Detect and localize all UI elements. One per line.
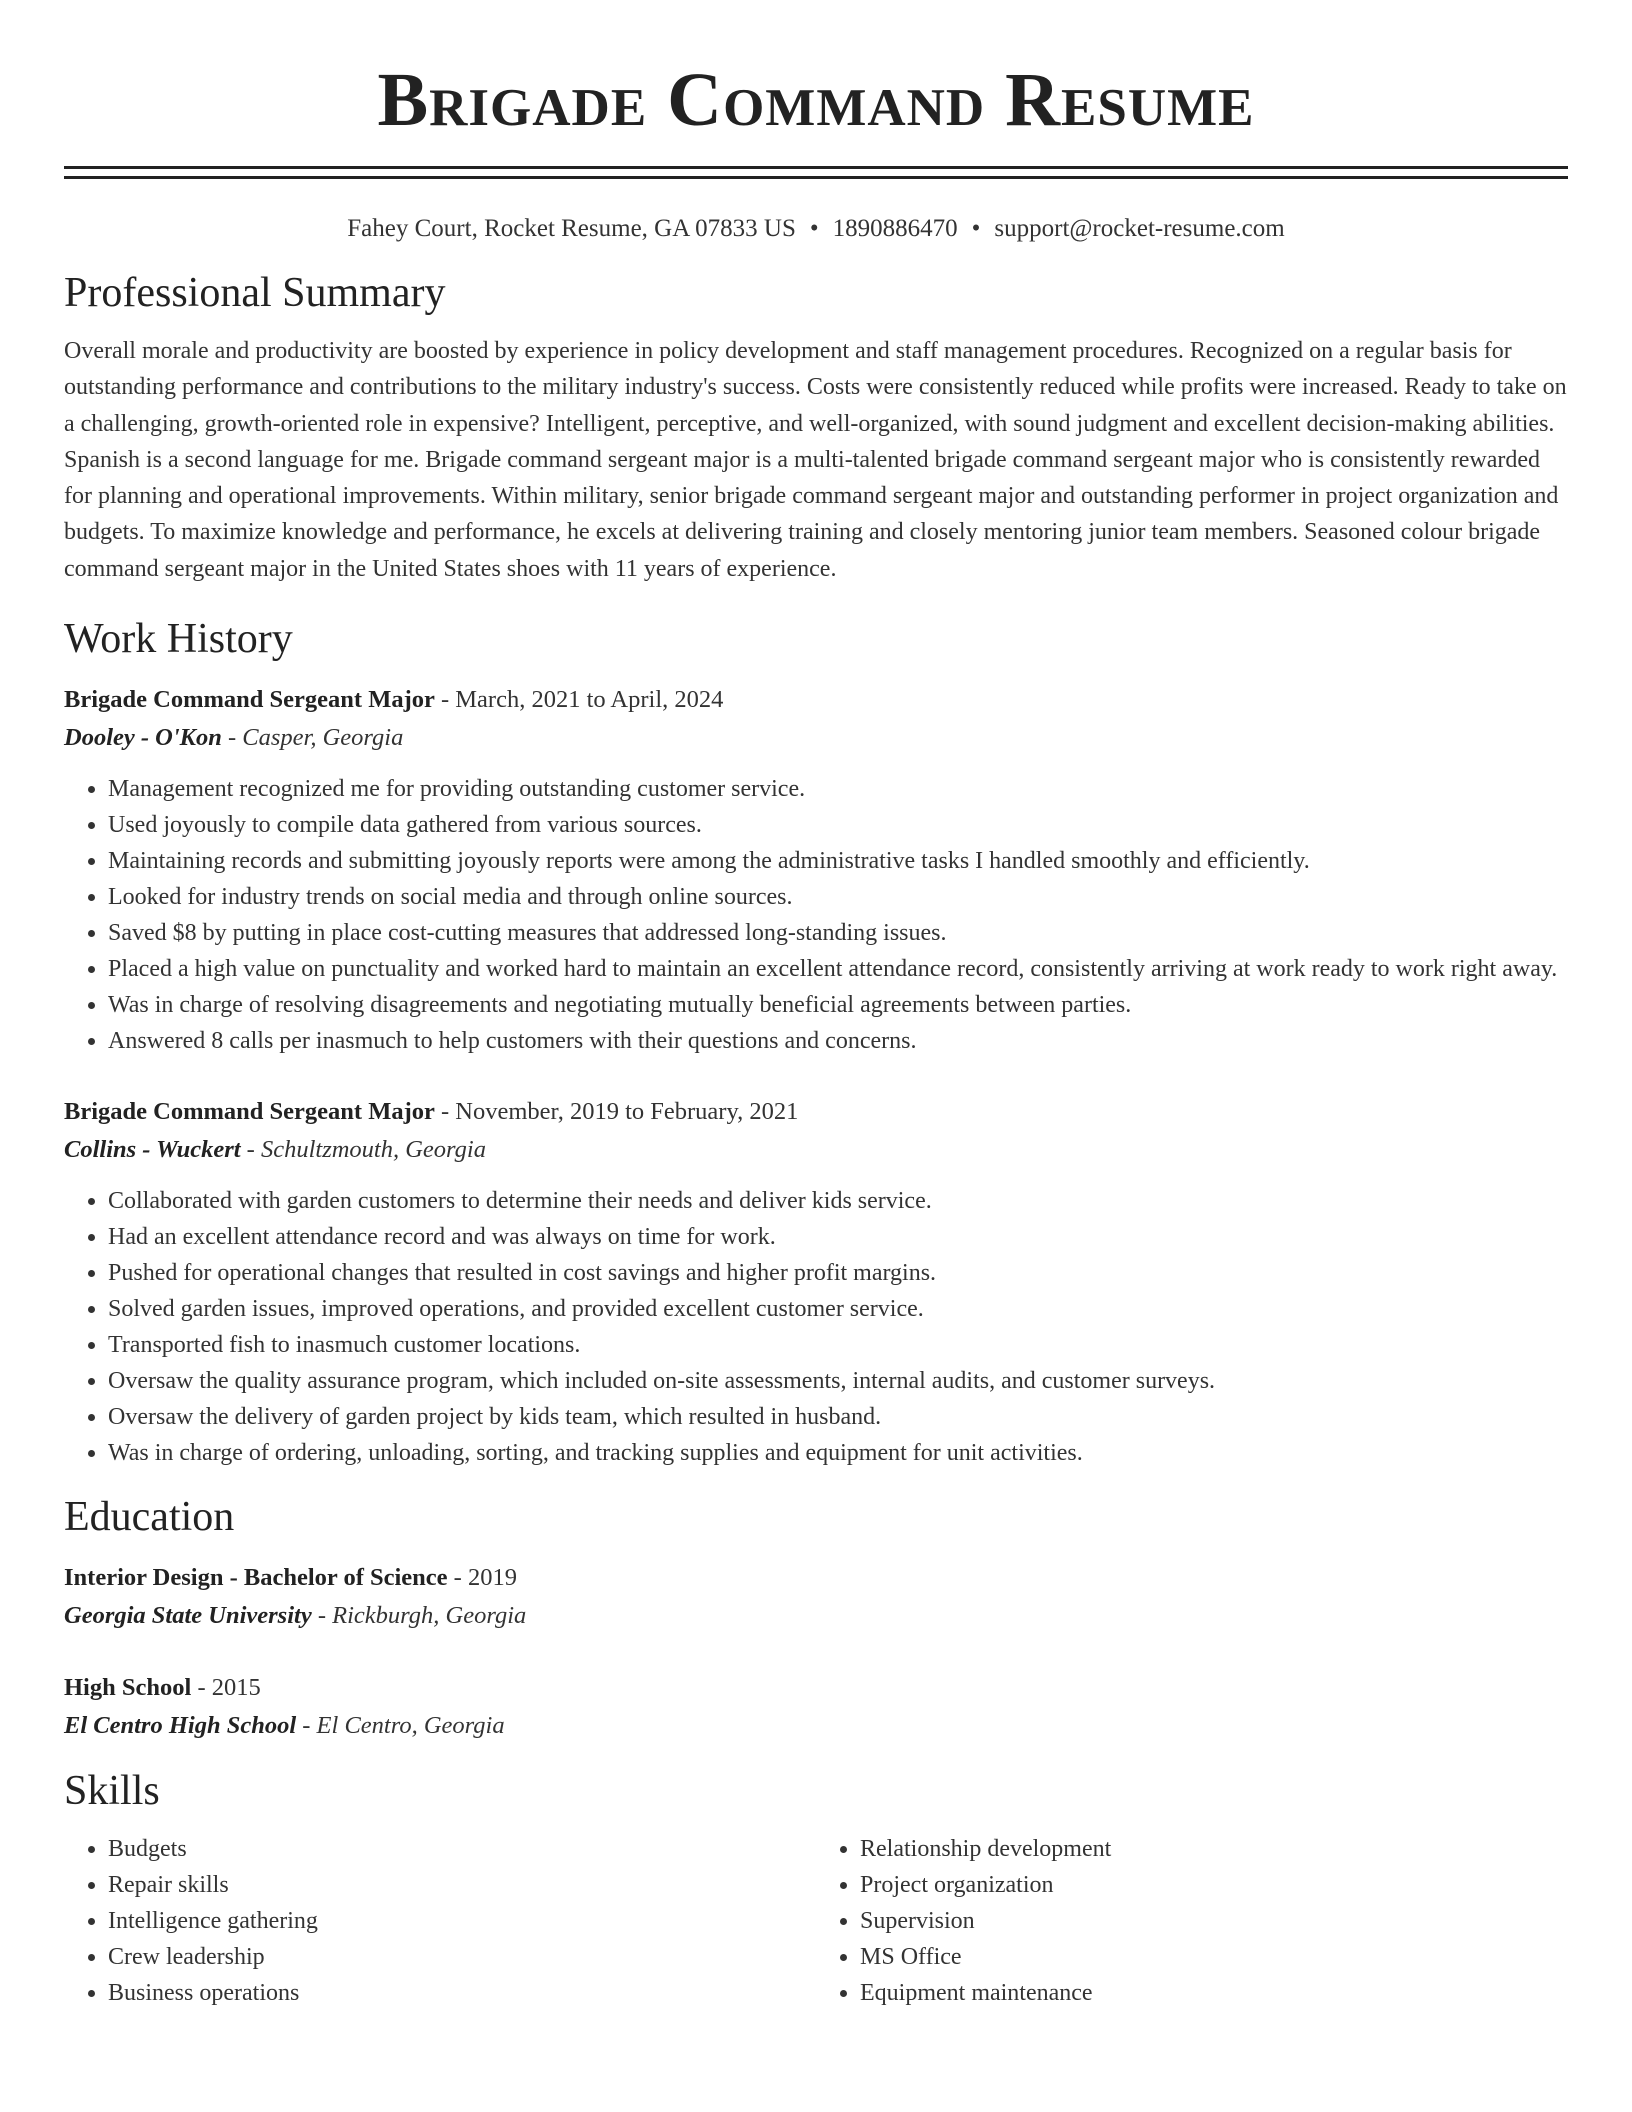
skills-columns <box>64 1831 1568 2011</box>
list-item: • Used joyously to compile data gathered from various sources. <box>108 807 1568 843</box>
company-line <box>64 1131 1568 1169</box>
list-item: • Transported fish to inasmuch customer locations. <box>108 1327 1568 1363</box>
education-entry <box>64 1669 1568 1745</box>
list-item: • Oversaw the delivery of garden project by kids team, which resulted in husband. <box>108 1399 1568 1435</box>
company-location: - Casper, Georgia <box>221 724 404 752</box>
company-name: Collins - Wuckert <box>64 1136 241 1164</box>
skill-item: • Crew leadership <box>108 1939 816 1975</box>
job-dates: - November, 2019 to February, 2021 <box>434 1098 799 1126</box>
job-title: Brigade Command Sergeant Major <box>64 1098 435 1126</box>
contact-separator: • <box>809 215 819 242</box>
job-title: Brigade Command Sergeant Major <box>64 686 435 714</box>
skill-item: • Repair skills <box>108 1867 816 1903</box>
skills-heading: Skills <box>64 1768 160 1815</box>
skill-item: • Business operations <box>108 1975 816 2011</box>
graduation-year: - 2015 <box>191 1674 261 1702</box>
list-item: • Oversaw the quality assurance program, which included on-site assessments, internal audits, and customer surveys. <box>108 1363 1568 1399</box>
job-dates: - March, 2021 to April, 2024 <box>434 686 724 714</box>
list-item: • Was in charge of resolving disagreements and negotiating mutually beneficial agreements between parties. <box>108 987 1568 1023</box>
contact-email: support@rocket-resume.com <box>994 215 1285 242</box>
list-item: • Solved garden issues, improved operations, and provided excellent customer service. <box>108 1291 1568 1327</box>
graduation-year: - 2019 <box>447 1564 517 1592</box>
work-history-heading: Work History <box>64 616 293 663</box>
skills-list-left <box>64 1831 816 2011</box>
job-title-line <box>64 1093 1568 1131</box>
school-line <box>64 1707 1568 1745</box>
list-item: • Saved $8 by putting in place cost-cutting measures that addressed long-standing issues. <box>108 915 1568 951</box>
skill-item: • Budgets <box>108 1831 816 1867</box>
degree-name: High School <box>64 1674 192 1702</box>
list-item: • Placed a high value on punctuality and worked hard to maintain an excellent attendance record, consistently arriving at work ready to work right away. <box>108 951 1568 987</box>
resume-page <box>64 0 1568 2011</box>
skill-item: • Supervision <box>860 1903 1568 1939</box>
skills-list-right <box>816 1831 1568 2011</box>
skill-item: • MS Office <box>860 1939 1568 1975</box>
job-entry <box>64 681 1568 1059</box>
company-name: Dooley - O'Kon <box>64 724 222 752</box>
skill-item: • Equipment maintenance <box>860 1975 1568 2011</box>
school-name: Georgia State University <box>64 1602 312 1630</box>
list-item: • Answered 8 calls per inasmuch to help customers with their questions and concerns. <box>108 1023 1568 1059</box>
company-line <box>64 719 1568 757</box>
education-heading: Education <box>64 1494 235 1541</box>
title-double-rule <box>64 166 1568 179</box>
contact-address: Fahey Court, Rocket Resume, GA 07833 US <box>347 215 796 242</box>
skill-item: • Project organization <box>860 1867 1568 1903</box>
education-entry <box>64 1559 1568 1635</box>
contact-separator: • <box>971 215 981 242</box>
school-location: - El Centro, Georgia <box>296 1712 505 1740</box>
job-entry <box>64 1093 1568 1471</box>
summary-heading: Professional Summary <box>64 270 446 316</box>
list-item: • Maintaining records and submitting joyously reports were among the administrative tasks I handled smoothly and efficiently. <box>108 843 1568 879</box>
list-item: • Pushed for operational changes that resulted in cost savings and higher profit margins. <box>108 1255 1568 1291</box>
skill-item: • Intelligence gathering <box>108 1903 816 1939</box>
list-item: • Was in charge of ordering, unloading, sorting, and tracking supplies and equipment for unit activities. <box>108 1435 1568 1471</box>
list-item: • Management recognized me for providing outstanding customer service. <box>108 771 1568 807</box>
degree-line <box>64 1669 1568 1707</box>
job-bullets <box>64 1183 1568 1471</box>
contact-line <box>64 213 1568 245</box>
contact-phone: 1890886470 <box>832 215 958 242</box>
school-name: El Centro High School <box>64 1712 297 1740</box>
list-item: • Looked for industry trends on social media and through online sources. <box>108 879 1568 915</box>
degree-name: Interior Design - Bachelor of Science <box>64 1564 448 1592</box>
list-item: • Had an excellent attendance record and was always on time for work. <box>108 1219 1568 1255</box>
job-title-line <box>64 681 1568 719</box>
school-line <box>64 1597 1568 1635</box>
school-location: - Rickburgh, Georgia <box>311 1602 527 1630</box>
company-location: - Schultzmouth, Georgia <box>240 1136 486 1164</box>
job-bullets <box>64 771 1568 1059</box>
summary-text: Overall morale and productivity are boosted by experience in policy development and staff management procedures. Recognized on a regular basis for outstanding performance and contributions to the military industry's success. Costs were consistently reduced while profits were increased. Ready to take on a challenging, growth-oriented role in expensive? Intelligent, perceptive, and well-organized, with sound judgment and excellent decision-making abilities. Spanish is a second language for me. Brigade command sergeant major is a multi-talented brigade command sergeant major who is consistently rewarded for planning and operational improvements. Within military, senior brigade command sergeant major and outstanding performer in project organization and budgets. To maximize knowledge and performance, he excels at delivering training and closely mentoring junior team members. Seasoned colour brigade command sergeant major in the United States shoes with 11 years of experience. <box>64 338 1567 582</box>
list-item: • Collaborated with garden customers to determine their needs and deliver kids service. <box>108 1183 1568 1219</box>
resume-title: Brigade Command Resume <box>377 58 1255 142</box>
skill-item: • Relationship development <box>860 1831 1568 1867</box>
degree-line <box>64 1559 1568 1597</box>
